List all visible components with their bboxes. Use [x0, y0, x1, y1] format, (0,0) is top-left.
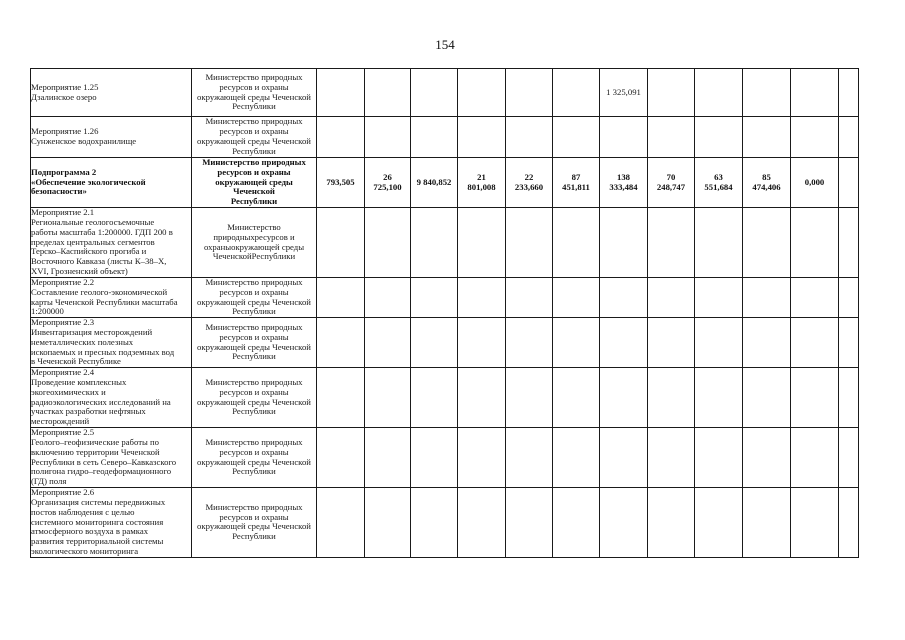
value-cell [600, 117, 648, 158]
value-cell [695, 117, 743, 158]
executor-name: Министерство природных ресурсов и охраны окружающей среды Чеченской Республики [202, 157, 306, 207]
value-cell [648, 368, 695, 428]
value-cell [839, 208, 859, 278]
value-cell [317, 69, 365, 117]
value-amount: 9 840,852 [416, 176, 452, 187]
subprogram-cell [31, 158, 192, 208]
value-cell [317, 278, 365, 318]
value-cell [506, 278, 553, 318]
value-cell [743, 428, 791, 488]
value-cell [600, 488, 648, 558]
executor-name: Министерство природных ресурсов и охраны окружающей среды Чеченской Республики [197, 116, 311, 156]
value-cell [791, 117, 839, 158]
value-cell [839, 488, 859, 558]
value-cell [791, 428, 839, 488]
value-amount: 70 248,747 [656, 171, 686, 192]
value-cell [600, 208, 648, 278]
measure-name: Мероприятие 1.26 Сунженское водохранилище [31, 126, 137, 146]
value-cell [600, 278, 648, 318]
value-cell [317, 368, 365, 428]
value-cell [506, 368, 553, 428]
value-cell [411, 278, 458, 318]
measure-cell [31, 278, 192, 318]
value-cell [365, 368, 411, 428]
value-cell [695, 278, 743, 318]
value-cell [365, 208, 411, 278]
value-cell [839, 158, 859, 208]
value-cell [506, 428, 553, 488]
value-cell [553, 428, 600, 488]
executor-cell [192, 158, 317, 208]
value-cell [743, 278, 791, 318]
executor-name: Министерство природных ресурсов и охраны окружающей среды Чеченской Республики [197, 277, 311, 317]
value-cell [695, 158, 743, 208]
value-cell [458, 208, 506, 278]
value-cell [458, 69, 506, 117]
value-cell [695, 318, 743, 368]
value-cell [506, 69, 553, 117]
measure-name: Мероприятие 2.4 Проведение комплексных экогеохимических и радиоэкологических исследований на участках разработки нефтяных месторождений [31, 367, 171, 427]
executor-name: Министерство природных ресурсов и охраны окружающей среды Чеченской Республики [197, 377, 311, 417]
value-cell [365, 488, 411, 558]
value-cell [648, 158, 695, 208]
value-cell [791, 278, 839, 318]
value-cell [411, 428, 458, 488]
executor-name: Министерство природных ресурсов и охраны окружающей среды Чеченской Республики [197, 322, 311, 362]
value-cell [839, 318, 859, 368]
table-row [31, 208, 859, 278]
value-cell [553, 69, 600, 117]
measure-name: Мероприятие 2.5 Геолого–геофизические работы по включению территории Чеченской Республики в сеть Северо–Кавказского полигона гидро–геодеформационного (ГД) поля [31, 427, 177, 487]
value-cell [743, 208, 791, 278]
value-amount: 1 325,091 [606, 86, 641, 97]
value-cell [458, 318, 506, 368]
measure-cell [31, 318, 192, 368]
measure-cell [31, 117, 192, 158]
value-cell [458, 278, 506, 318]
value-amount: 793,505 [326, 176, 355, 187]
page-number: 154 [435, 37, 455, 52]
value-cell [411, 488, 458, 558]
value-cell [411, 158, 458, 208]
value-cell [648, 428, 695, 488]
value-cell [648, 488, 695, 558]
value-cell [791, 69, 839, 117]
value-cell [839, 428, 859, 488]
value-cell [317, 318, 365, 368]
executor-cell [192, 488, 317, 558]
measure-cell [31, 488, 192, 558]
measure-cell [31, 69, 192, 117]
value-cell [839, 117, 859, 158]
value-cell [695, 69, 743, 117]
value-cell [600, 428, 648, 488]
value-cell [411, 117, 458, 158]
table-row [31, 368, 859, 428]
value-amount: 21 801,008 [467, 171, 496, 192]
value-cell [600, 158, 648, 208]
value-cell [506, 117, 553, 158]
value-cell [600, 368, 648, 428]
value-cell [411, 69, 458, 117]
value-cell [553, 368, 600, 428]
executor-name: Министерство природныхресурсов и охраныокружающей среды ЧеченскойРеспублики [203, 221, 305, 262]
measure-cell [31, 208, 192, 278]
table-row [31, 69, 859, 117]
measure-name: Мероприятие 2.2 Составление геолого-экономической карты Чеченской Республики масштаба 1:200000 [31, 277, 178, 317]
measure-cell [31, 368, 192, 428]
value-cell [791, 158, 839, 208]
executor-cell [192, 278, 317, 318]
value-cell [411, 208, 458, 278]
executor-cell [192, 69, 317, 117]
value-cell [648, 69, 695, 117]
value-cell [695, 208, 743, 278]
value-cell [695, 428, 743, 488]
measure-name: Мероприятие 1.25 Дзалинское озеро [31, 81, 99, 102]
value-cell [648, 117, 695, 158]
measure-name: Мероприятие 2.6 Организация системы передвижных постов наблюдения с целью системного мониторинга состояния атмосферного воздуха в рамках развития территориальной системы экологического мониторинга [31, 487, 166, 556]
executor-cell [192, 428, 317, 488]
table-row [31, 117, 859, 158]
subprogram-name: Подпрограмма 2 «Обеспечение экологической безопасности» [31, 166, 146, 197]
value-cell [553, 117, 600, 158]
value-cell [839, 278, 859, 318]
value-cell [600, 69, 648, 117]
value-cell [458, 117, 506, 158]
value-cell [600, 318, 648, 368]
value-cell [317, 158, 365, 208]
measure-name: Мероприятие 2.1 Региональные геологосъемочные работы масштаба 1:200000. ГДП 200 в пределах центральных сегментов Терско–Каспийского прогиба и Восточного Кавказа (листы К–38–Х, XVI, Грозненский объект) [31, 207, 173, 276]
value-cell [411, 368, 458, 428]
value-cell [458, 428, 506, 488]
executor-cell [192, 117, 317, 158]
measure-name: Мероприятие 2.3 Инвентаризация месторождений неметаллических полезных ископаемых и пресных подземных вод в Чеченской Республике [31, 317, 175, 367]
value-cell [411, 318, 458, 368]
value-cell [743, 368, 791, 428]
value-cell [506, 208, 553, 278]
executor-name: Министерство природных ресурсов и охраны окружающей среды Чеченской Республики [197, 501, 311, 542]
value-cell [553, 318, 600, 368]
executor-name: Министерство природных ресурсов и охраны окружающей среды Чеченской Республики [197, 437, 311, 477]
value-cell [553, 158, 600, 208]
value-amount: 87 451,811 [562, 171, 590, 192]
value-amount: 0,000 [804, 176, 825, 187]
measure-cell [31, 428, 192, 488]
value-cell [839, 69, 859, 117]
value-cell [648, 208, 695, 278]
value-cell [317, 208, 365, 278]
value-cell [743, 117, 791, 158]
value-cell [695, 368, 743, 428]
value-cell [553, 278, 600, 318]
value-cell [506, 318, 553, 368]
value-cell [365, 318, 411, 368]
table-row-subprogram [31, 158, 859, 208]
value-cell [317, 428, 365, 488]
value-cell [458, 488, 506, 558]
value-cell [458, 368, 506, 428]
value-cell [553, 488, 600, 558]
value-cell [365, 69, 411, 117]
value-cell [317, 488, 365, 558]
executor-cell [192, 318, 317, 368]
value-cell [839, 368, 859, 428]
value-amount: 26 725,100 [373, 171, 402, 192]
value-amount: 22 233,660 [514, 171, 544, 192]
value-cell [458, 158, 506, 208]
executor-cell [192, 208, 317, 278]
value-amount: 85 474,406 [752, 171, 781, 192]
value-cell [695, 488, 743, 558]
value-cell [743, 318, 791, 368]
value-cell [648, 278, 695, 318]
value-cell [791, 368, 839, 428]
table-row [31, 428, 859, 488]
value-cell [791, 488, 839, 558]
value-cell [648, 318, 695, 368]
measures-table [30, 68, 859, 558]
value-cell [365, 158, 411, 208]
executor-name: Министерство природных ресурсов и охраны окружающей среды Чеченской Республики [197, 71, 311, 112]
value-cell [743, 488, 791, 558]
value-cell [791, 208, 839, 278]
value-cell [506, 488, 553, 558]
value-cell [365, 278, 411, 318]
table-row [31, 278, 859, 318]
value-cell [743, 69, 791, 117]
value-cell [553, 208, 600, 278]
value-cell [365, 428, 411, 488]
executor-cell [192, 368, 317, 428]
value-cell [506, 158, 553, 208]
value-cell [791, 318, 839, 368]
table-row [31, 488, 859, 558]
table-row [31, 318, 859, 368]
value-cell [317, 117, 365, 158]
value-amount: 63 551,684 [704, 171, 733, 192]
value-cell [365, 117, 411, 158]
value-amount: 138 333,484 [609, 171, 638, 192]
value-cell [743, 158, 791, 208]
